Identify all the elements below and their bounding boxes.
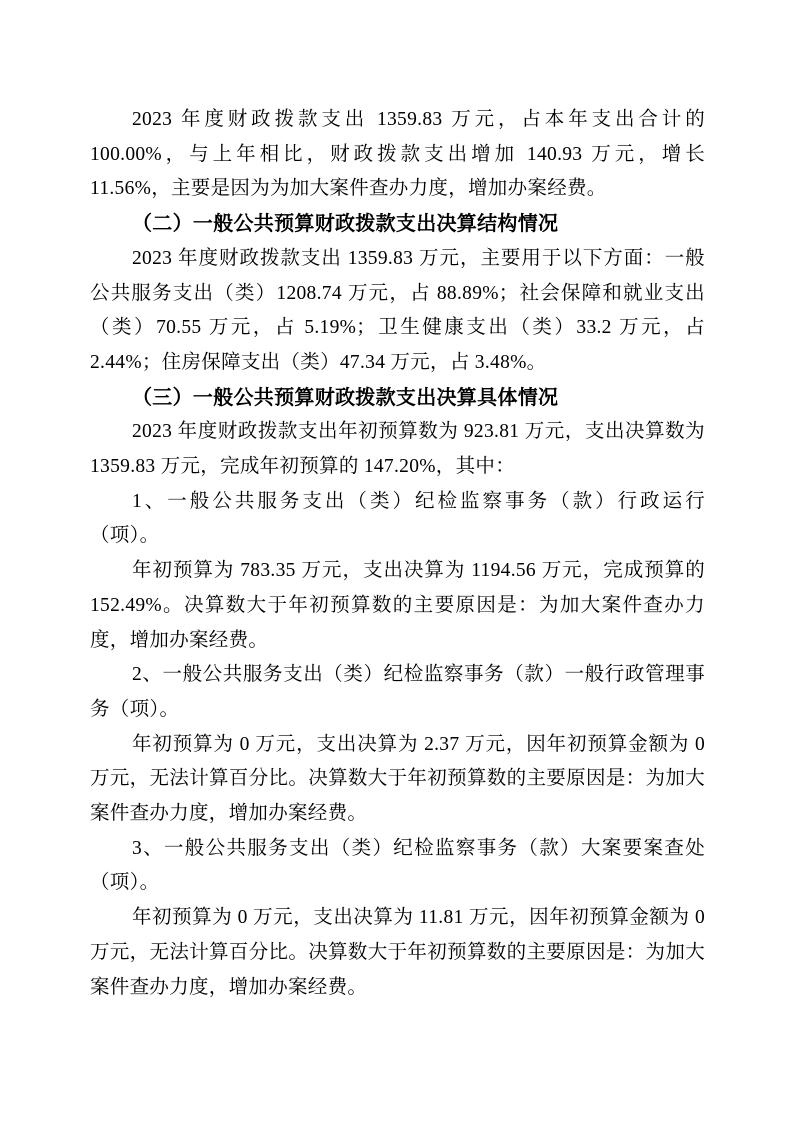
paragraph: 年初预算为 783.35 万元，支出决算为 1194.56 万元，完成预算的 152.49%。决算数大于年初预算数的主要原因是：为加大案件查办力度，增加办案经费。 (90, 560, 705, 651)
list-item: 1、一般公共服务支出（类）纪检监察事务（款）行政运行（项）。 (90, 490, 705, 547)
paragraph: 2023 年度财政拨款支出 1359.83 万元，主要用于以下方面：一般公共服务支出（类）1208.74 万元，占 88.89%；社会保障和就业支出（类）70.55 万元，占 5.19%；卫生健康支出（类）33.2 万元，占 2.44%；住房保障支出（类）47.34 万元，占 3.48%。 (90, 247, 705, 373)
document-body (90, 103, 705, 1005)
paragraph: 2023 年度财政拨款支出 1359.83 万元，占本年支出合计的 100.00%，与上年相比，财政拨款支出增加 140.93 万元，增长 11.56%，主要是因为为加大案件查办力度，增加办案经费。 (90, 109, 705, 200)
section-heading: （二）一般公共预算财政拨款支出决算结构情况 (132, 213, 559, 236)
list-item: 2、一般公共服务支出（类）纪检监察事务（款）一般行政管理事务（项）。 (90, 664, 705, 720)
paragraph: 2023 年度财政拨款支出年初预算数为 923.81 万元，支出决算数为 1359.83 万元，完成年初预算的 147.20%，其中： (90, 421, 705, 478)
section-heading: （三）一般公共预算财政拨款支出决算具体情况 (132, 386, 559, 409)
paragraph: 年初预算为 0 万元，支出决算为 2.37 万元，因年初预算金额为 0 万元，无法计算百分比。决算数大于年初预算数的主要原因是：为加大案件查办力度，增加办案经费。 (90, 733, 705, 825)
paragraph: 年初预算为 0 万元，支出决算为 11.81 万元，因年初预算金额为 0 万元，无法计算百分比。决算数大于年初预算数的主要原因是：为加大案件查办力度，增加办案经费。 (90, 907, 705, 998)
list-item: 3、一般公共服务支出（类）纪检监察事务（款）大案要案查处（项）。 (90, 837, 705, 894)
